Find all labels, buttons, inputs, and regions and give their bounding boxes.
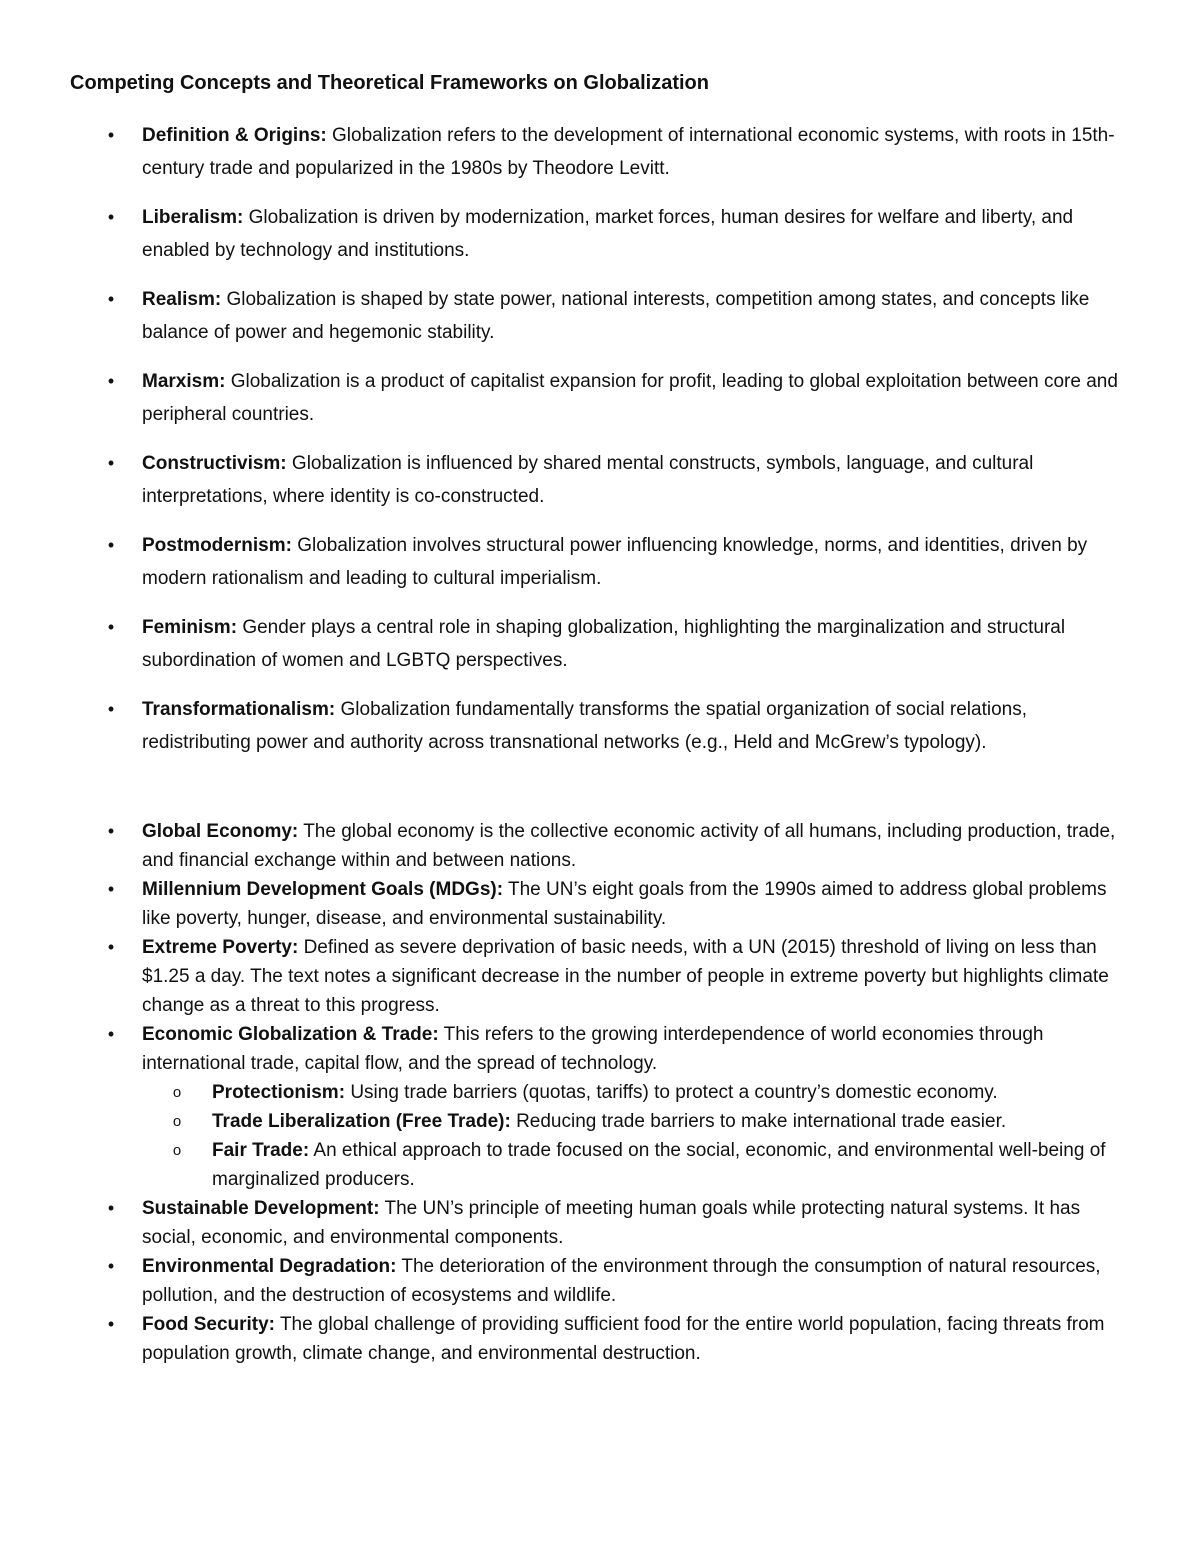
item-text: Globalization involves structural power influencing knowledge, norms, and identities, driven by modern rationalism and leading to cultural imperialism. — [142, 535, 1088, 589]
bullet-icon: • — [107, 879, 115, 899]
concepts-list — [0, 817, 1200, 1368]
item-text: The global challenge of providing sufficient food for the entire world population, facing threats from population growth, climate change, and environmental destruction. — [142, 1314, 1105, 1364]
bullet-icon: • — [107, 535, 115, 555]
list-item — [0, 447, 1132, 513]
item-term: Trade Liberalization (Free Trade): — [212, 1111, 511, 1132]
bullet-icon: • — [107, 1256, 115, 1276]
item-text: Globalization refers to the development of international economic systems, with roots in 15th-century trade and popularized in the 1980s by Theodore Levitt. — [142, 125, 1115, 179]
item-text: Globalization is a product of capitalist expansion for profit, leading to global exploitation between core and peripheral countries. — [142, 371, 1118, 425]
item-text: Using trade barriers (quotas, tariffs) to protect a country’s domestic economy. — [350, 1082, 998, 1103]
sub-list-item — [142, 1136, 1132, 1194]
list-item — [0, 1020, 1132, 1194]
item-term: Environmental Degradation: — [142, 1256, 397, 1277]
item-text: The deterioration of the environment through the consumption of natural resources, pollution, and the destruction of ecosystems and wildlife. — [142, 1256, 1101, 1306]
item-term: Millennium Development Goals (MDGs): — [142, 879, 504, 900]
bullet-icon: • — [107, 453, 115, 473]
list-item — [0, 1194, 1132, 1252]
item-term: Transformationalism: — [142, 699, 336, 720]
item-text: Globalization is shaped by state power, national interests, competition among states, and concepts like balance of power and hegemonic stability. — [142, 289, 1090, 343]
frameworks-list — [0, 119, 1200, 775]
bullet-icon: • — [107, 371, 115, 391]
item-term: Liberalism: — [142, 207, 244, 228]
item-term: Food Security: — [142, 1314, 276, 1335]
bullet-icon: • — [107, 821, 115, 841]
item-text: The UN’s eight goals from the 1990s aimed to address global problems like poverty, hunger, disease, and environmental sustainability. — [142, 879, 1107, 929]
sub-bullet-icon: o — [172, 1113, 182, 1130]
list-item — [0, 1252, 1132, 1310]
list-item — [0, 875, 1132, 933]
item-text: Globalization fundamentally transforms the spatial organization of social relations, redistributing power and authority across transnational networks (e.g., Held and McGrew’s typology). — [142, 699, 1027, 753]
sub-bullet-icon: o — [172, 1084, 182, 1101]
list-item — [0, 1310, 1132, 1368]
list-item — [0, 119, 1132, 185]
item-text: Globalization is influenced by shared mental constructs, symbols, language, and cultural interpretations, where identity is co-constructed. — [142, 453, 1034, 507]
item-term: Sustainable Development: — [142, 1198, 380, 1219]
item-term: Feminism: — [142, 617, 238, 638]
bullet-icon: • — [107, 937, 115, 957]
sub-list-item — [142, 1107, 1132, 1136]
item-term: Constructivism: — [142, 453, 287, 474]
item-term: Extreme Poverty: — [142, 937, 299, 958]
sub-bullet-icon: o — [172, 1142, 182, 1159]
item-text: The UN’s principle of meeting human goals while protecting natural systems. It has social, economic, and environmental components. — [142, 1198, 1081, 1248]
bullet-icon: • — [107, 617, 115, 637]
item-term: Global Economy: — [142, 821, 299, 842]
item-term: Realism: — [142, 289, 222, 310]
bullet-icon: • — [107, 1024, 115, 1044]
bullet-icon: • — [107, 207, 115, 227]
item-text: Defined as severe deprivation of basic needs, with a UN (2015) threshold of living on less than $1.25 a day. The text notes a significant decrease in the number of people in extreme poverty but highlights climate change as a threat to this progress. — [142, 937, 1109, 1016]
list-item — [0, 817, 1132, 875]
list-item — [0, 611, 1132, 677]
bullet-icon: • — [107, 1198, 115, 1218]
list-item — [0, 365, 1132, 431]
list-item — [0, 693, 1132, 759]
list-item — [0, 529, 1132, 595]
list-item — [0, 201, 1132, 267]
item-term: Fair Trade: — [212, 1140, 310, 1161]
item-text: The global economy is the collective economic activity of all humans, including production, trade, and financial exchange within and between nations. — [142, 821, 1116, 871]
item-text: This refers to the growing interdependence of world economies through international trade, capital flow, and the spread of technology. — [142, 1024, 1044, 1074]
sub-list — [142, 1078, 1132, 1194]
bullet-icon: • — [107, 1314, 115, 1334]
bullet-icon: • — [107, 289, 115, 309]
document-title: Competing Concepts and Theoretical Frameworks on Globalization — [70, 72, 709, 94]
item-term: Protectionism: — [212, 1082, 346, 1103]
sub-list-item — [142, 1078, 1132, 1107]
item-text: Globalization is driven by modernization, market forces, human desires for welfare and liberty, and enabled by technology and institutions. — [142, 207, 1074, 261]
item-text: Gender plays a central role in shaping globalization, highlighting the marginalization and structural subordination of women and LGBTQ perspectives. — [142, 617, 1066, 671]
item-text: An ethical approach to trade focused on the social, economic, and environmental well-being of marginalized producers. — [212, 1140, 1106, 1190]
bullet-icon: • — [107, 699, 115, 719]
item-term: Definition & Origins: — [142, 125, 327, 146]
list-item — [0, 283, 1132, 349]
item-term: Postmodernism: — [142, 535, 292, 556]
item-term: Economic Globalization & Trade: — [142, 1024, 439, 1045]
item-text: Reducing trade barriers to make international trade easier. — [516, 1111, 1007, 1132]
bullet-icon: • — [107, 125, 115, 145]
list-item — [0, 933, 1132, 1020]
item-term: Marxism: — [142, 371, 226, 392]
